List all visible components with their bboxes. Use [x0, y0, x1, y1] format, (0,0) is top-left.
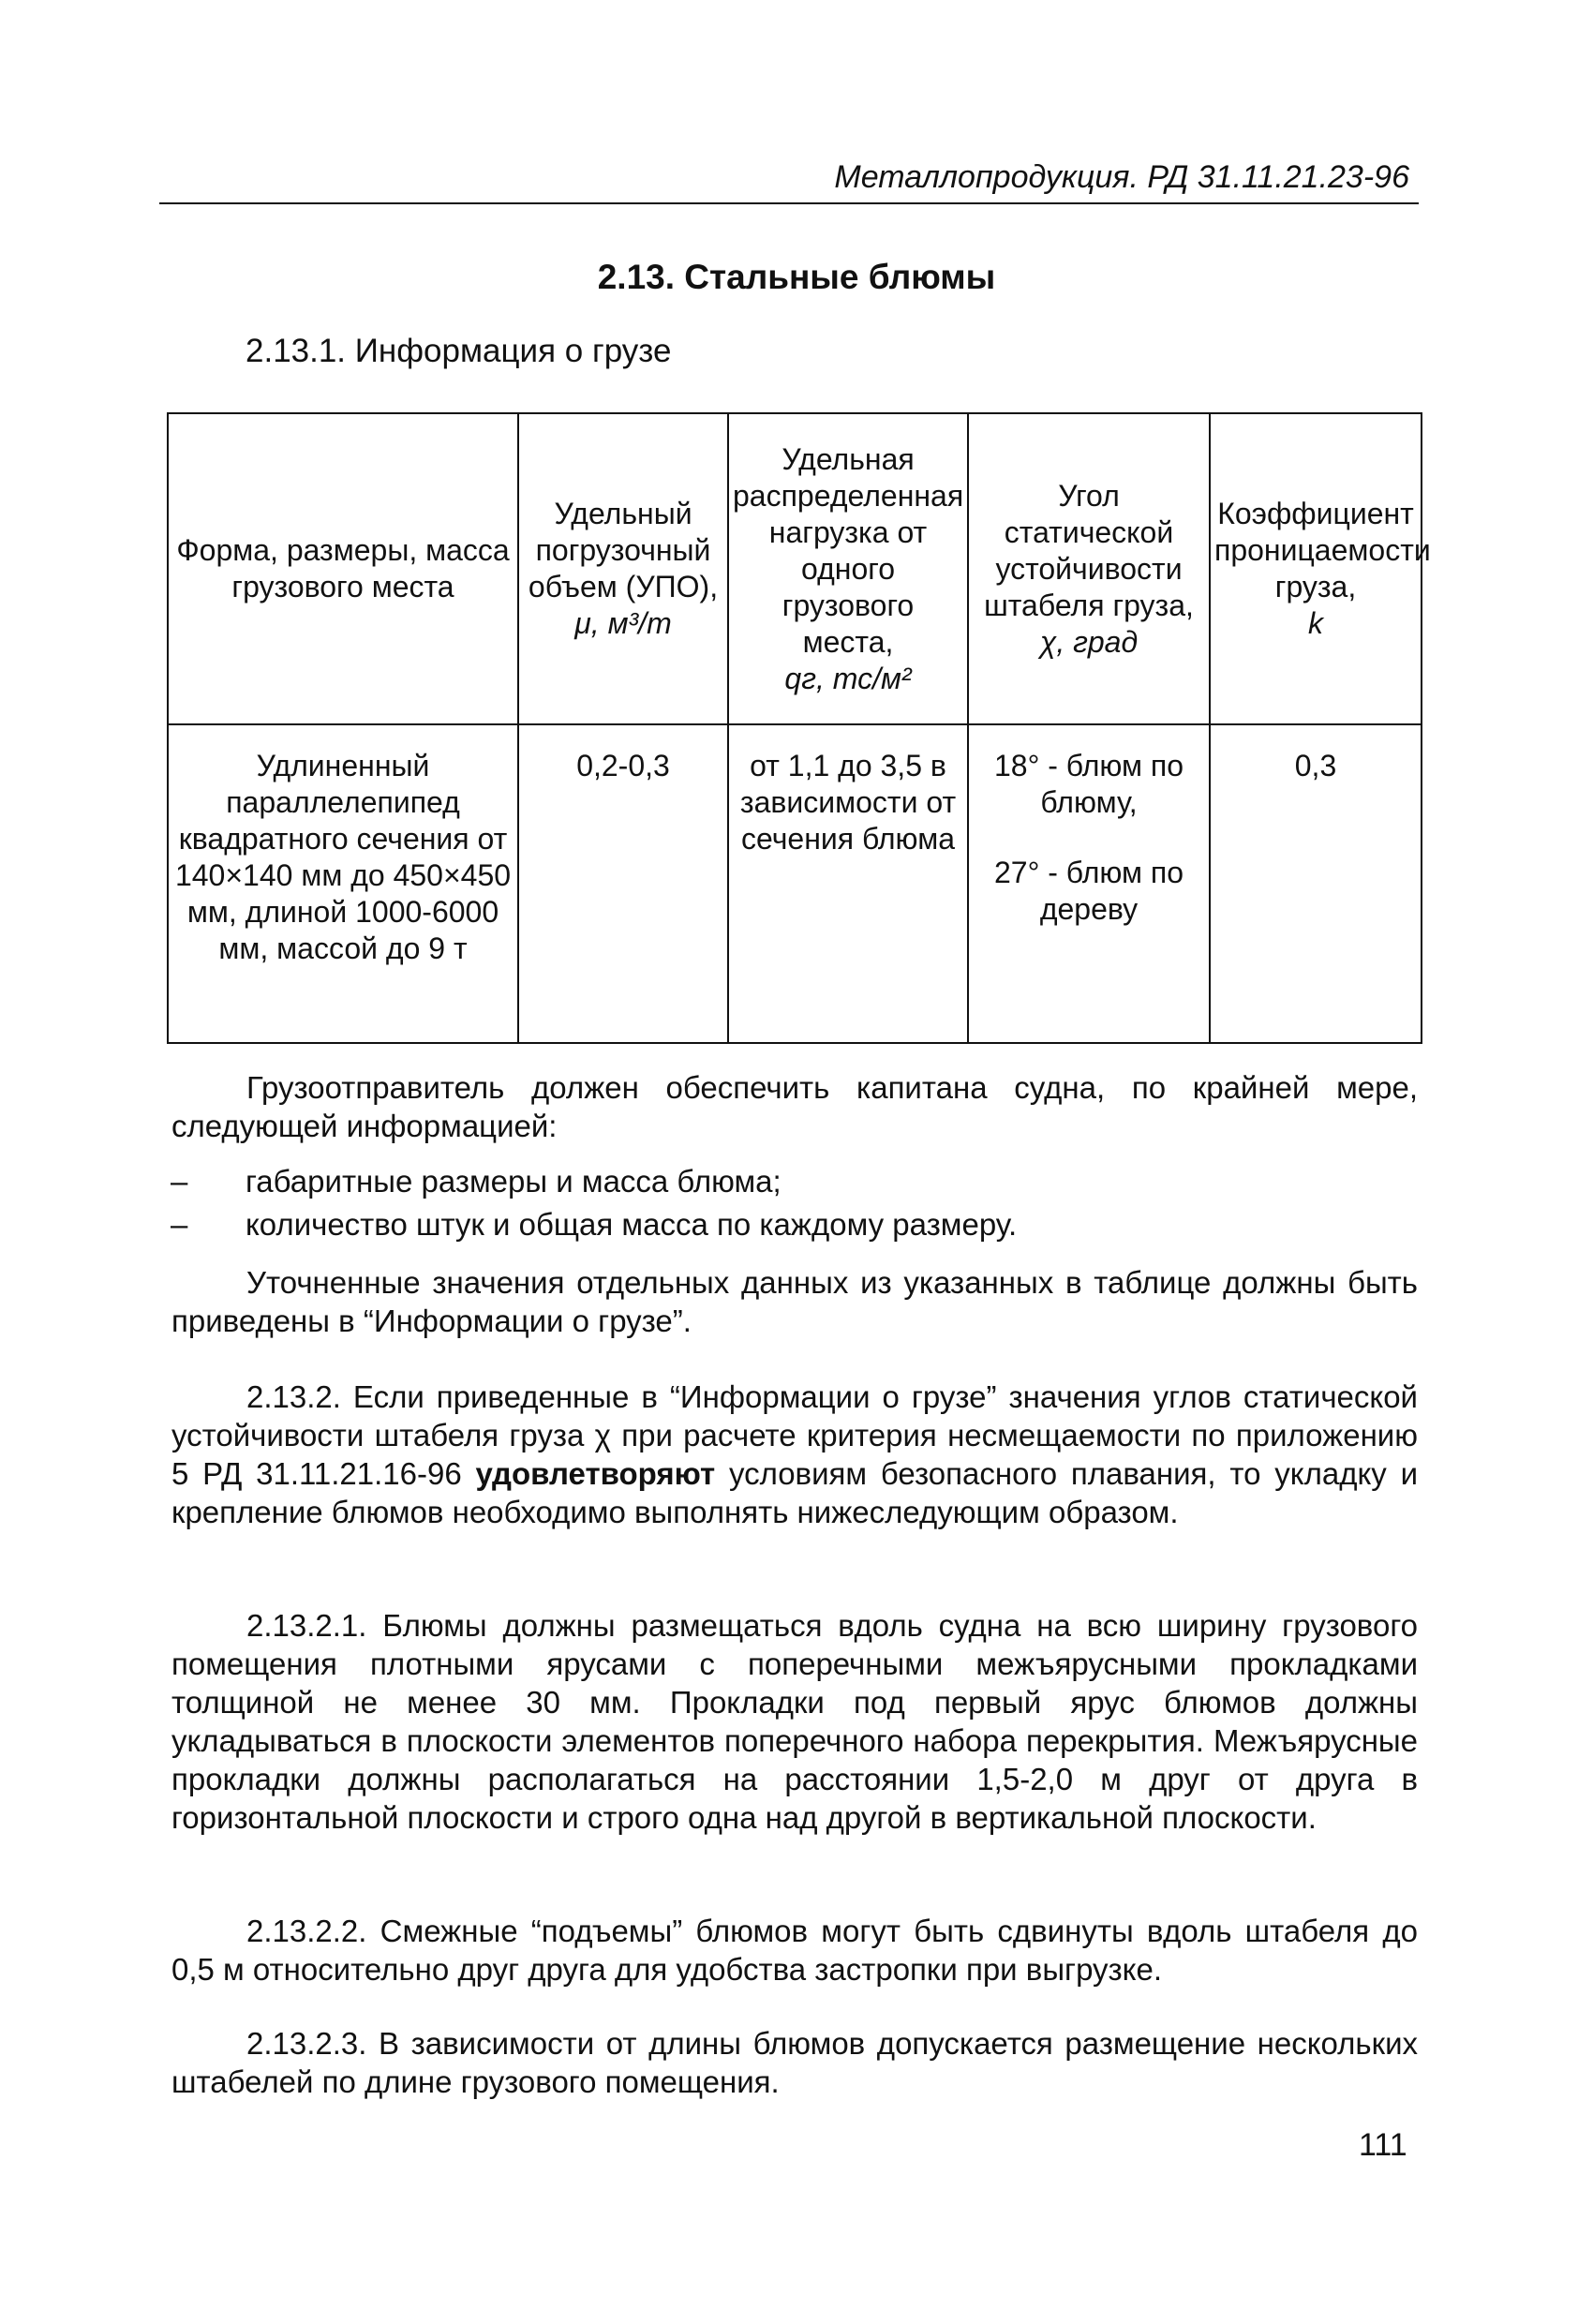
paragraph: Грузоотправитель должен обеспечить капитана судна, по крайней мере, следующей информацией: [171, 1070, 1418, 1143]
header-load [728, 413, 968, 724]
paragraph-text: 2.13.2. Если приведенные в “Информации о грузе” значения углов статической устойчивости штабеля груза χ при расчете критерия несмещаемости по приложению 5 РД 31.11.21.16-96 [171, 1379, 1418, 1491]
header-label: Форма, размеры, масса грузового места [176, 533, 510, 603]
cell-load: от 1,1 до 3,5 в зависимости от сечения блюма [728, 724, 968, 1043]
list-item-text: габаритные размеры и масса блюма; [246, 1164, 782, 1199]
list-bullet: – [171, 1207, 188, 1242]
header-label: Удельная распределенная нагрузка от одного грузового места, [733, 441, 964, 659]
cell-coef: 0,3 [1210, 724, 1422, 1043]
paragraph: 2.13.2.2. Смежные “подъемы” блюмов могут быть сдвинуты вдоль штабеля до 0,5 м относительно друг друга для удобства застропки при выгрузке. [171, 1914, 1418, 1987]
paragraph-text: условиям безопасного плавания, то укладку и крепление блюмов необходимо выполнять нижеследующим образом. [171, 1456, 1419, 1529]
table-row [168, 724, 1422, 1043]
header-symbol: qг, тс/м² [784, 661, 912, 695]
paragraph: Уточненные значения отдельных данных из указанных в таблице должны быть приведены в “Информации о грузе”. [171, 1265, 1418, 1338]
emphasis-text: удовлетворяют [475, 1456, 716, 1491]
header-coef [1210, 413, 1431, 724]
table-header-row [168, 413, 1422, 724]
angle-value-1: 18° - блюм по блюму, [993, 749, 1184, 819]
section-title: 2.13. Стальные блюмы [597, 258, 996, 296]
cell-angle [968, 724, 1210, 1043]
cargo-info-table [167, 412, 1431, 1044]
header-angle [968, 413, 1210, 724]
header-symbol: χ, град [1039, 624, 1139, 659]
paragraph: 2.13.2.3. В зависимости от длины блюмов допускается размещение нескольких штабелей по длине грузового помещения. [171, 2026, 1418, 2099]
paragraph: 2.13.2.1. Блюмы должны размещаться вдоль судна на всю ширину грузового помещения плотными ярусами с поперечными межъярусными прокладками толщиной не менее 30 мм. Прокладки под первый ярус блюмов должны укладываться в плоскости элементов поперечного набора перекрытия. Межъярусные прокладки должны располагаться на расстоянии 1,5-2,0 м друг от друга в горизонтальной плоскости и строго одна над другой в вертикальной плоскости. [171, 1608, 1418, 1835]
list-item [171, 1162, 1417, 1200]
paragraph [171, 1378, 1418, 1531]
list-bullet: – [171, 1164, 188, 1199]
header-label: Угол статической устойчивости штабеля груза, [984, 478, 1194, 622]
header-label: Коэффициент проницаемости груза, [1214, 497, 1431, 603]
header-symbol: k [1308, 606, 1323, 640]
header-upo [518, 413, 728, 724]
list-item-text: количество штук и общая масса по каждому размеру. [246, 1207, 1018, 1242]
cell-upo: 0,2-0,3 [518, 724, 728, 1043]
document-title: Металлопродукция. РД 31.11.21.23-96 [834, 159, 1409, 195]
header-label: Удельный погрузочный объем (УПО), [528, 497, 719, 603]
header-form [168, 413, 518, 724]
angle-value-2: 27° - блюм по дереву [993, 856, 1184, 926]
subsection-title: 2.13.1. Информация о грузе [246, 333, 672, 369]
cell-form: Удлиненный параллелепипед квадратного сечения от 140×140 мм до 450×450 мм, длиной 1000-6000 мм, массой до 9 т [168, 724, 518, 1043]
header-symbol: μ, м³/т [574, 606, 672, 640]
page-number: 111 [1359, 2127, 1407, 2163]
page-header [159, 159, 1419, 204]
list-item [171, 1205, 1417, 1244]
